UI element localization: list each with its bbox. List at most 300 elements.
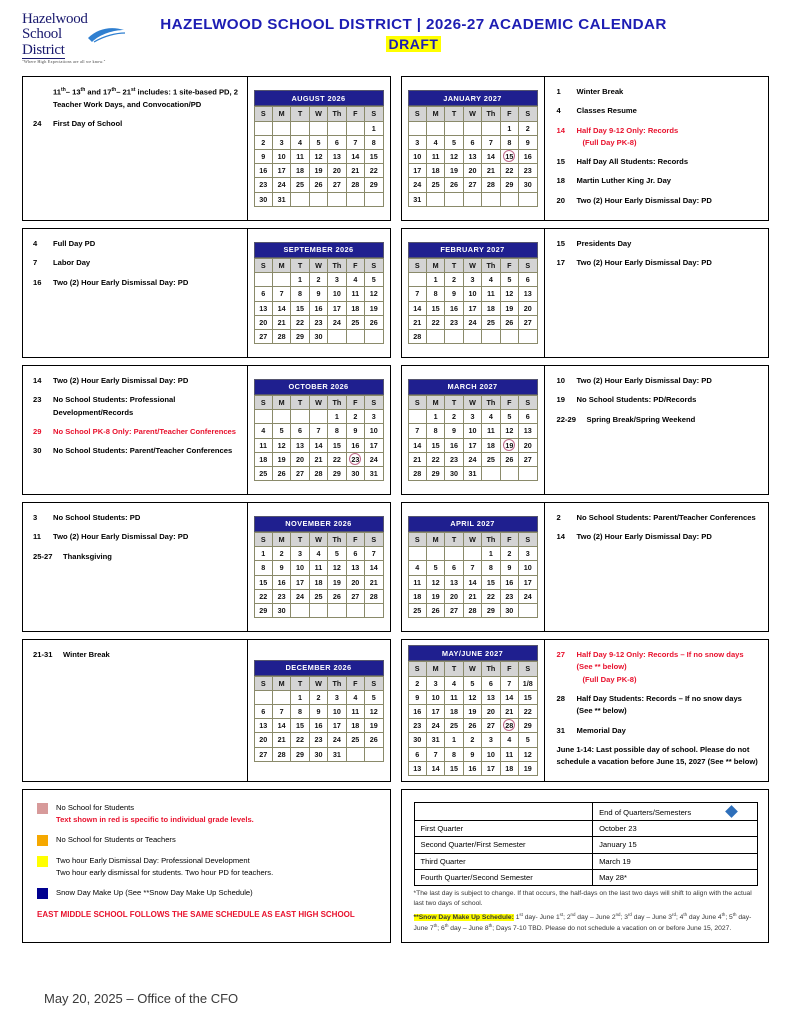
weekday-header: F [500,662,518,676]
weekday-header: S [408,532,426,546]
calendar-day-cell: 14 [426,761,444,775]
calendar-day-cell: 24 [463,315,481,329]
calendar-day-cell: 31 [426,733,444,747]
note-day: 11 [33,532,42,542]
notes-january [544,77,769,220]
calendar-day-cell: 6 [519,410,537,424]
weekday-header: W [309,532,327,546]
calendar-day-cell: 6 [291,424,309,438]
calendar-day-cell: 11 [309,561,327,575]
calendar-week-row [254,690,383,704]
calendar-day-cell: 2 [500,547,518,561]
calendar-september [254,242,384,344]
calendar-empty-cell [408,121,426,135]
calendar-empty-cell [445,329,463,343]
calendar-empty-cell [426,121,444,135]
legend-box [22,789,391,942]
calendar-day-cell: 9 [346,424,364,438]
calendar-day-cell: 25 [445,719,463,733]
calendar-day-cell: 4 [426,135,444,149]
weekday-header: S [365,676,383,690]
calendar-week-row [408,135,537,149]
calendar-day-cell: 9 [408,690,426,704]
calendar-day-cell: 25 [482,315,500,329]
calendar-day-cell: 11 [482,287,500,301]
calendar-day-cell: 4 [254,424,272,438]
calendar-week-row [254,705,383,719]
calendar-week-row [254,164,383,178]
calendar-day-cell: 10 [463,424,481,438]
calendar-day-cell: 15 [254,575,272,589]
calendar-day-cell: 20 [482,705,500,719]
calendar-day-cell: 13 [346,561,364,575]
logo-line-1: Hazelwood [22,11,88,27]
calendar-day-cell: 4 [291,135,309,149]
notes-october [23,366,247,494]
calendar-day-cell: 5 [426,561,444,575]
calendar-day-cell: 16 [254,164,272,178]
calendar-day-cell: 5 [463,676,481,690]
calendar-empty-cell [254,121,272,135]
calendar-empty-cell [482,329,500,343]
note-day: 29 [33,426,42,436]
calendar-day-cell: 10 [328,287,346,301]
calendar-day-cell: 15 [519,690,538,704]
calendar-day-cell: 14 [309,438,327,452]
calendar-november [254,516,384,618]
calendar-day-cell: 10 [463,287,481,301]
calendar-week-row [254,547,383,561]
note-day: 4 [33,239,38,249]
notes-mayjune [544,640,769,781]
calendar-day-cell: 29 [365,178,383,192]
calendar-day-cell: 8 [426,287,444,301]
calendar-day-cell: 28 [272,747,290,761]
calendar-day-cell: 12 [500,424,518,438]
calendar-day-cell: 26 [328,589,346,603]
calendar-title-april: APRIL 2027 [408,516,538,532]
calendar-empty-cell [254,410,272,424]
calendar-week-row [254,329,383,343]
calendar-day-cell: 2 [445,410,463,424]
calendar-day-cell: 2 [463,733,481,747]
note-text: Half Day Students: Records – If no snow days (See ** below) [576,693,742,716]
calendar-empty-cell [309,192,327,206]
calendar-day-cell: 10 [482,747,500,761]
legend-swatch-orange [37,835,48,846]
calendar-day-cell: 8 [426,424,444,438]
weekday-header: W [309,676,327,690]
calendar-day-cell: 24 [328,733,346,747]
calendar-day-cell: 12 [445,149,463,163]
calendar-week-row [254,719,383,733]
calendar-note [33,86,239,111]
note-text: Presidents Day [576,239,632,249]
calendar-day-cell: 14 [272,719,290,733]
note-text: Two (2) Hour Early Dismissal Day: PD [53,277,189,287]
calendar-empty-cell [365,747,383,761]
district-logo [22,10,118,64]
calendar-april [408,516,538,618]
notes-february [544,229,769,357]
calendar-day-cell: 6 [346,547,364,561]
calendar-day-cell: 19 [519,761,538,775]
calendar-week-row [254,747,383,761]
calendar-empty-cell [500,329,518,343]
calendar-day-cell: 5 [328,547,346,561]
calendar-day-cell: 16 [445,301,463,315]
calendar-day-cell: 13 [482,690,500,704]
calendar-day-cell: 5 [500,410,518,424]
calendar-day-cell: 8 [365,135,383,149]
calendar-day-cell: 16 [272,575,290,589]
weekday-header: W [463,532,481,546]
calendar-empty-cell [519,603,537,617]
weekday-header: Th [328,107,346,121]
calendar-day-cell: 24 [408,178,426,192]
note-text: Two (2) Hour Early Dismissal Day: PD [576,195,712,205]
calendar-day-cell: 9 [500,561,518,575]
calendar-week-row [408,575,537,589]
calendar-empty-cell [346,747,364,761]
quarters-row [414,869,758,885]
calendar-day-cell: 28 [408,329,426,343]
weekday-header: S [254,676,272,690]
calendar-day-cell: 9 [519,135,537,149]
calendar-march [408,379,538,481]
calendar-day-cell: 21 [346,164,364,178]
calendar-day-cell: 19 [500,301,518,315]
calendar-day-cell: 31 [365,466,383,480]
calendar-week-row [408,438,537,452]
calendar-day-cell: 29 [482,603,500,617]
calendar-empty-cell [309,121,327,135]
calendar-day-cell: 20 [291,452,309,466]
weekday-header: F [346,395,364,409]
calendar-day-cell: 12 [365,705,383,719]
legend-label: Snow Day Make Up (See **Snow Day Make Up Schedule) [56,888,253,898]
weekday-header: T [445,395,463,409]
calendar-january [408,90,538,206]
calendar-day-cell: 29 [426,466,444,480]
calendar-day-cell: 3 [272,135,290,149]
calendar-week-row [408,547,537,561]
calendar-note [557,238,761,250]
calendar-empty-cell [426,329,444,343]
calendar-day-cell: 1 [254,547,272,561]
calendar-week-row [408,287,537,301]
calendar-day-cell: 19 [365,301,383,315]
calendar-day-cell: 11 [346,705,364,719]
month-rows [22,76,769,782]
legend-sublabel: Two hour early dismissal for students. Two hour PD for teachers. [56,867,274,877]
legend-item-pink [37,802,380,825]
calendar-empty-cell [463,121,481,135]
logo-tagline: "Where High Expectations are all we know." [22,59,106,64]
calendar-day-cell: 28 [463,603,481,617]
calendar-note [33,426,239,438]
calendar-day-cell: 4 [445,676,463,690]
calendar-week-row [408,561,537,575]
calendar-day-cell: 3 [463,273,481,287]
calendar-day-cell: 10 [426,690,444,704]
weekday-header: M [272,532,290,546]
calendar-day-cell: 17 [291,575,309,589]
calendar-day-cell: 4 [408,561,426,575]
calendar-day-cell: 17 [408,164,426,178]
calendar-day-cell: 5 [519,733,538,747]
calendar-week-row [408,178,537,192]
calendar-empty-cell [346,603,364,617]
calendar-note [33,238,239,250]
calendar-day-cell: 1 [291,273,309,287]
calendar-day-cell: 16 [309,719,327,733]
calendar-day-cell: 23 [408,719,426,733]
quarters-header-value [593,803,758,820]
legend-sublabel: Text shown in red is specific to individual grade levels. [56,814,254,824]
note-text: Thanksgiving [63,551,112,561]
calendar-week-row [408,192,537,206]
calendar-day-cell: 24 [291,589,309,603]
month-row [22,639,769,782]
quarters-header-text: End of Quarters/Semesters [599,807,692,817]
weekday-header: W [309,395,327,409]
calendar-day-cell: 20 [519,438,537,452]
calendar-day-cell: 27 [328,178,346,192]
calendar-mayjune [408,645,538,776]
calendar-day-cell: 25 [346,733,364,747]
calendar-day-cell: 12 [328,561,346,575]
calendar-day-cell: 12 [500,287,518,301]
calendar-day-cell: 15 [500,149,518,163]
legend-label: No School for Students Text shown in red is specific to individual grade levels. [56,803,254,824]
calendar-day-cell: 2 [408,676,426,690]
calendar-note [557,175,761,187]
weekday-header: F [500,395,518,409]
weekday-header: F [346,258,364,272]
calendar-day-cell: 21 [463,589,481,603]
calendar-note [557,105,761,117]
calendar-week-row [408,273,537,287]
calendar-note [557,86,761,98]
quarters-footnote-snow [414,912,759,934]
weekday-header: W [309,258,327,272]
note-text: Memorial Day [576,725,626,735]
calendar-week-row [408,466,537,480]
calendar-day-cell: 8 [328,424,346,438]
calendar-day-cell: 30 [272,603,290,617]
calendar-day-cell: 18 [309,575,327,589]
calendar-day-cell: 13 [328,149,346,163]
calendar-day-cell: 6 [408,747,426,761]
calendar-day-cell: 5 [500,273,518,287]
quarters-header-row [414,803,758,820]
weekday-header: T [291,258,309,272]
weekday-header: T [291,676,309,690]
calendar-week-row [408,733,537,747]
calendar-day-cell: 13 [254,301,272,315]
weekday-header: M [426,258,444,272]
note-day: 15 [556,239,565,249]
calendar-day-cell: 3 [328,273,346,287]
calendar-day-cell: 15 [328,438,346,452]
calendar-day-cell: 1 [328,410,346,424]
note-day: 28 [556,693,565,703]
calendar-day-cell: 3 [365,410,383,424]
calendar-wrap-march [402,366,544,494]
calendar-day-cell: 31 [328,747,346,761]
calendar-day-cell: 15 [291,719,309,733]
calendar-day-cell: 24 [426,719,444,733]
calendar-note [557,257,761,269]
quarters-table [414,802,759,886]
calendar-day-cell: 11 [346,287,364,301]
weekday-header: F [346,532,364,546]
weekday-header: S [408,395,426,409]
calendar-week-row [254,603,383,617]
calendar-week-row [254,315,383,329]
calendar-day-cell: 6 [482,676,500,690]
calendar-day-cell: 29 [291,329,309,343]
note-day: 19 [556,395,565,405]
note-day: 2 [556,513,561,523]
calendar-day-cell: 11 [445,690,463,704]
calendar-day-cell: 23 [445,452,463,466]
calendar-day-cell: 30 [445,466,463,480]
weekday-header: M [426,107,444,121]
calendar-empty-cell [309,603,327,617]
weekday-header: Th [328,532,346,546]
calendar-empty-cell [291,603,309,617]
calendar-day-cell: 30 [254,192,272,206]
calendar-day-cell: 14 [482,149,500,163]
quarter-date: October 23 [593,820,758,836]
calendar-empty-cell [346,121,364,135]
calendar-day-cell: 7 [482,135,500,149]
page-header [22,10,769,72]
calendar-day-cell: 12 [309,149,327,163]
quarters-row [414,853,758,869]
calendar-day-cell: 13 [519,287,537,301]
calendar-title-october: OCTOBER 2026 [254,379,384,395]
calendar-day-cell: 23 [254,178,272,192]
weekday-header: M [272,258,290,272]
quarter-label: Fourth Quarter/Second Semester [414,869,593,885]
calendar-day-cell: 4 [346,690,364,704]
calendar-week-row [254,301,383,315]
calendar-day-cell: 2 [309,273,327,287]
calendar-day-cell: 11 [482,424,500,438]
quarter-date: May 28* [593,869,758,885]
calendar-day-cell: 8 [482,561,500,575]
calendar-week-row [254,135,383,149]
calendar-day-cell: 27 [482,719,500,733]
calendar-day-cell: 21 [272,733,290,747]
calendar-day-cell: 3 [291,547,309,561]
calendar-day-cell: 21 [408,452,426,466]
note-text: Two (2) Hour Early Dismissal Day: PD [53,376,189,386]
calendar-day-cell: 28 [272,329,290,343]
calendar-day-cell: 13 [291,438,309,452]
calendar-day-cell: 17 [463,301,481,315]
calendar-day-cell: 21 [365,575,383,589]
calendar-day-cell: 19 [500,438,518,452]
calendar-day-cell: 23 [309,733,327,747]
weekday-header: S [408,258,426,272]
note-day: 1 [556,87,561,96]
calendar-day-cell: 3 [426,676,444,690]
calendar-day-cell: 1 [426,410,444,424]
calendar-note [557,725,761,737]
calendar-day-cell: 3 [463,410,481,424]
calendar-week-row [254,575,383,589]
calendar-day-cell: 23 [309,315,327,329]
calendar-day-cell: 7 [272,705,290,719]
weekday-header: S [254,107,272,121]
weekday-header: Th [482,532,500,546]
calendar-week-row [408,410,537,424]
calendar-day-cell: 24 [365,452,383,466]
calendar-day-cell: 17 [365,438,383,452]
calendar-empty-cell [482,192,500,206]
weekday-header: T [445,258,463,272]
note-text: Half Day All Students: Records [576,157,689,167]
calendar-day-cell: 9 [309,287,327,301]
calendar-title-august: AUGUST 2026 [254,90,384,106]
calendar-day-cell: 30 [408,733,426,747]
quarters-row [414,837,758,853]
weekday-header: T [291,395,309,409]
calendar-day-cell: 19 [309,164,327,178]
calendar-day-cell: 20 [519,301,537,315]
calendar-day-cell: 6 [463,135,481,149]
quarters-footnote-star: *The last day is subject to change. If that occurs, the half-days on the last two days will shift to align with the actual last two days of school. [413,890,752,908]
calendar-day-cell: 20 [254,733,272,747]
note-day [33,86,53,111]
calendar-note [557,693,761,718]
calendar-day-cell: 14 [463,575,481,589]
calendar-day-cell: 9 [254,149,272,163]
calendar-day-cell: 27 [254,329,272,343]
calendar-empty-cell [445,192,463,206]
calendar-day-cell: 22 [519,705,538,719]
calendar-wrap-august [247,77,390,220]
notes-november [23,503,247,631]
calendar-empty-cell [272,273,290,287]
calendar-day-cell: 12 [365,287,383,301]
calendar-empty-cell [519,466,537,480]
calendar-day-cell: 9 [445,424,463,438]
calendar-wrap-mayjune [402,640,544,781]
calendar-day-cell: 19 [272,452,290,466]
calendar-day-cell: 22 [328,452,346,466]
calendar-week-row [408,705,537,719]
calendar-day-cell: 26 [365,315,383,329]
calendar-day-cell: 8 [254,561,272,575]
calendar-day-cell: 7 [346,135,364,149]
calendar-day-cell: 30 [346,466,364,480]
month-panel-march [401,365,770,495]
calendar-day-cell: 31 [408,192,426,206]
note-text: No School Students: PD [53,513,141,523]
calendar-day-cell: 1 [291,690,309,704]
weekday-header: W [463,662,481,676]
legend-item-navy [37,887,380,899]
page-footer: May 20, 2025 – Office of the CFO [44,991,239,1006]
quarters-row [414,820,758,836]
note-day: 4 [556,106,561,116]
note-day: 14 [33,376,42,386]
